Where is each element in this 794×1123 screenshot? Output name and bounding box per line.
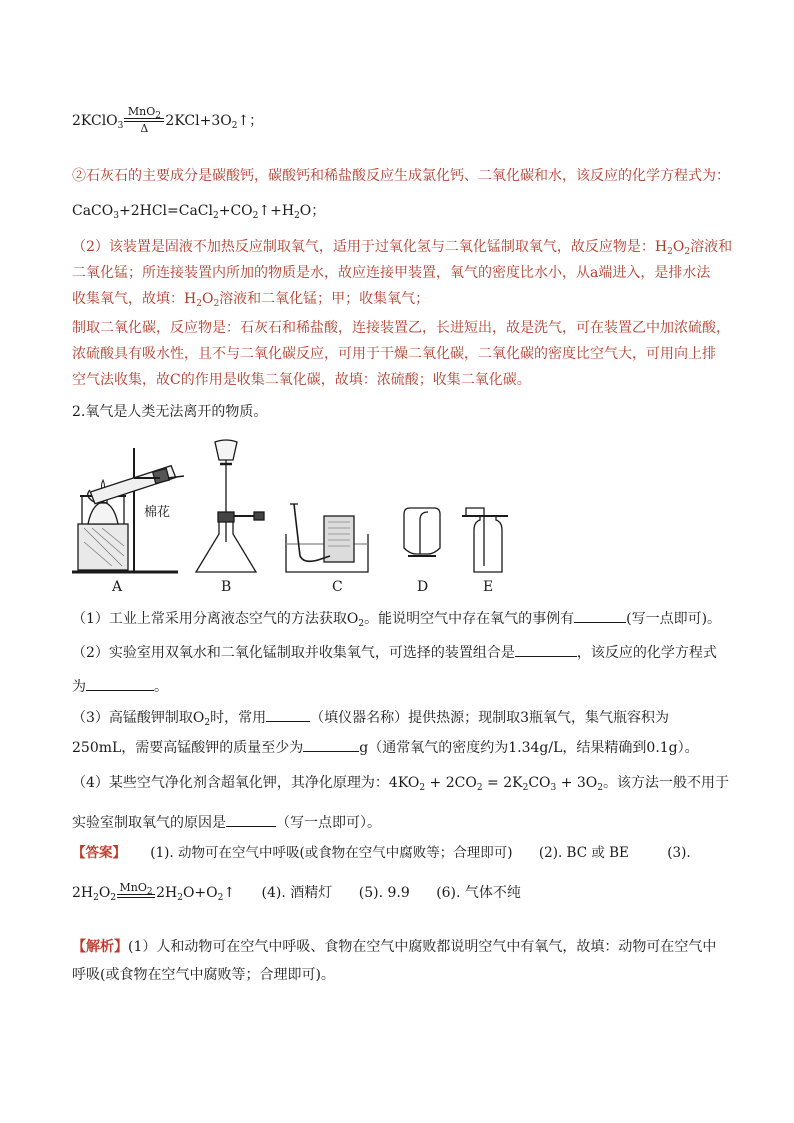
label-e: E — [483, 579, 494, 595]
apparatus-figure — [68, 438, 508, 598]
reaction-condition: MnO$_2$ Δ — [124, 106, 164, 136]
paragraph-2-line2: 二氧化锰；所连接装置内所加的物质是水，故应连接甲装置，氧气的密度比水小，从a端进入，是排水法 — [72, 265, 711, 281]
question-2-2-line2: 为 。 — [72, 676, 168, 697]
answer-blank-3[interactable] — [86, 676, 154, 691]
paragraph-3-line2: 浓硫酸具有吸水性，且不与二氧化碳反应，可用于干燥二氧化碳，二氧化碳的密度比空气大，可用向上排 — [72, 346, 716, 362]
equation-caco3-hcl: $CaCO_3+2HCl=CaCl_2+CO_2↑+H_2O$； — [72, 203, 326, 221]
question-2-2: （2）实验室用双氧水和二氧化锰制取并收集氧气，可选择的装置组合是 ，该反应的化学方程式 — [72, 642, 717, 663]
question-2-4: （4）某些空气净化剂含超氧化钾，其净化原理为：$4KO_2 + 2CO_2 = 2K_2CO_3 + 3O_2$。该方法一般不用于 — [72, 775, 729, 793]
question-2-1: （1）工业上常采用分离液态空气的方法获取$O_2$。能说明空气中存在氧气的事例有 (写一点即可)。 — [72, 608, 721, 629]
answer-equation-line: $2H_2O_2$ MnO$_2$ $2H_2O+O_2↑$ (4). 酒精灯 (5). 9.9 (6). 气体不纯 — [72, 881, 521, 903]
label-b: B — [221, 579, 232, 595]
label-c: C — [332, 579, 343, 595]
analysis-line1: 【解析】(1）人和动物可在空气中呼吸、食物在空气中腐败都说明空气中有氧气，故填：动物可在空气中 — [72, 939, 717, 955]
apparatus-e — [462, 508, 508, 572]
analysis-line2: 呼吸(或食物在空气中腐败等；合理即可)。 — [72, 967, 335, 983]
answer-line: 【答案】 (1). 动物可在空气中呼吸(或食物在空气中腐败等；合理即可) (2). BC 或 BE (3). — [72, 845, 691, 861]
apparatus-c — [286, 504, 368, 572]
question-2-4-line2: 实验室制取氧气的原因是 （写一点即可）。 — [72, 812, 381, 833]
answer-blank-2[interactable] — [515, 642, 577, 657]
answer-blank-6[interactable] — [226, 812, 276, 827]
paragraph-3-line3: 空气法收集，故C的作用是收集二氧化碳，故填：浓硫酸；收集二氧化碳。 — [72, 372, 531, 388]
equation-kclo3-decomposition: 2KClO$_3$ MnO$_2$ Δ $2KCl+3O_2↑$； — [72, 105, 264, 135]
paragraph-limestone: ②石灰石的主要成分是碳酸钙，碳酸钙和稀盐酸反应生成氯化钙、二氧化碳和水，该反应的化学方程式为： — [72, 168, 730, 184]
question-2-3: （3）高锰酸钾制取$O_2$时，常用 （填仪器名称）提供热源；现制取3瓶氧气，集气瓶容积为 — [72, 707, 669, 728]
apparatus-b — [196, 440, 264, 572]
label-a: A — [112, 579, 123, 595]
question-2-title: 2.氧气是人类无法离开的物质。 — [72, 404, 268, 420]
answer-blank-1[interactable] — [574, 608, 626, 623]
paragraph-2-line1: （2）该装置是固液不加热反应制取氧气，适用于过氧化氢与二氧化锰制取氧气，故反应物是：$H_2O_2$溶液和 — [72, 239, 733, 257]
answer-blank-5[interactable] — [303, 737, 359, 752]
apparatus-d — [404, 508, 440, 556]
cotton-label: 棉花 — [144, 505, 171, 520]
answer-blank-4[interactable] — [266, 707, 310, 722]
question-2-3-line2: 250mL，需要高锰酸钾的质量至少为 g（通常氧气的密度约为1.34g/L，结果精确到0.1g）。 — [72, 737, 699, 758]
answer-label: 【答案】 — [72, 845, 126, 861]
label-d: D — [417, 579, 429, 595]
analysis-label: 【解析】 — [72, 939, 128, 955]
paragraph-2-line3: 收集氧气，故填：$H_2O_2$溶液和二氧化锰；甲；收集氧气； — [72, 291, 430, 309]
paragraph-3-line1: 制取二氧化碳，反应物是：石灰石和稀盐酸，连接装置乙，长进短出，故是洗气，可在装置乙中加浓硫酸， — [72, 320, 730, 336]
reaction-catalyst: MnO$_2$ — [117, 882, 155, 898]
